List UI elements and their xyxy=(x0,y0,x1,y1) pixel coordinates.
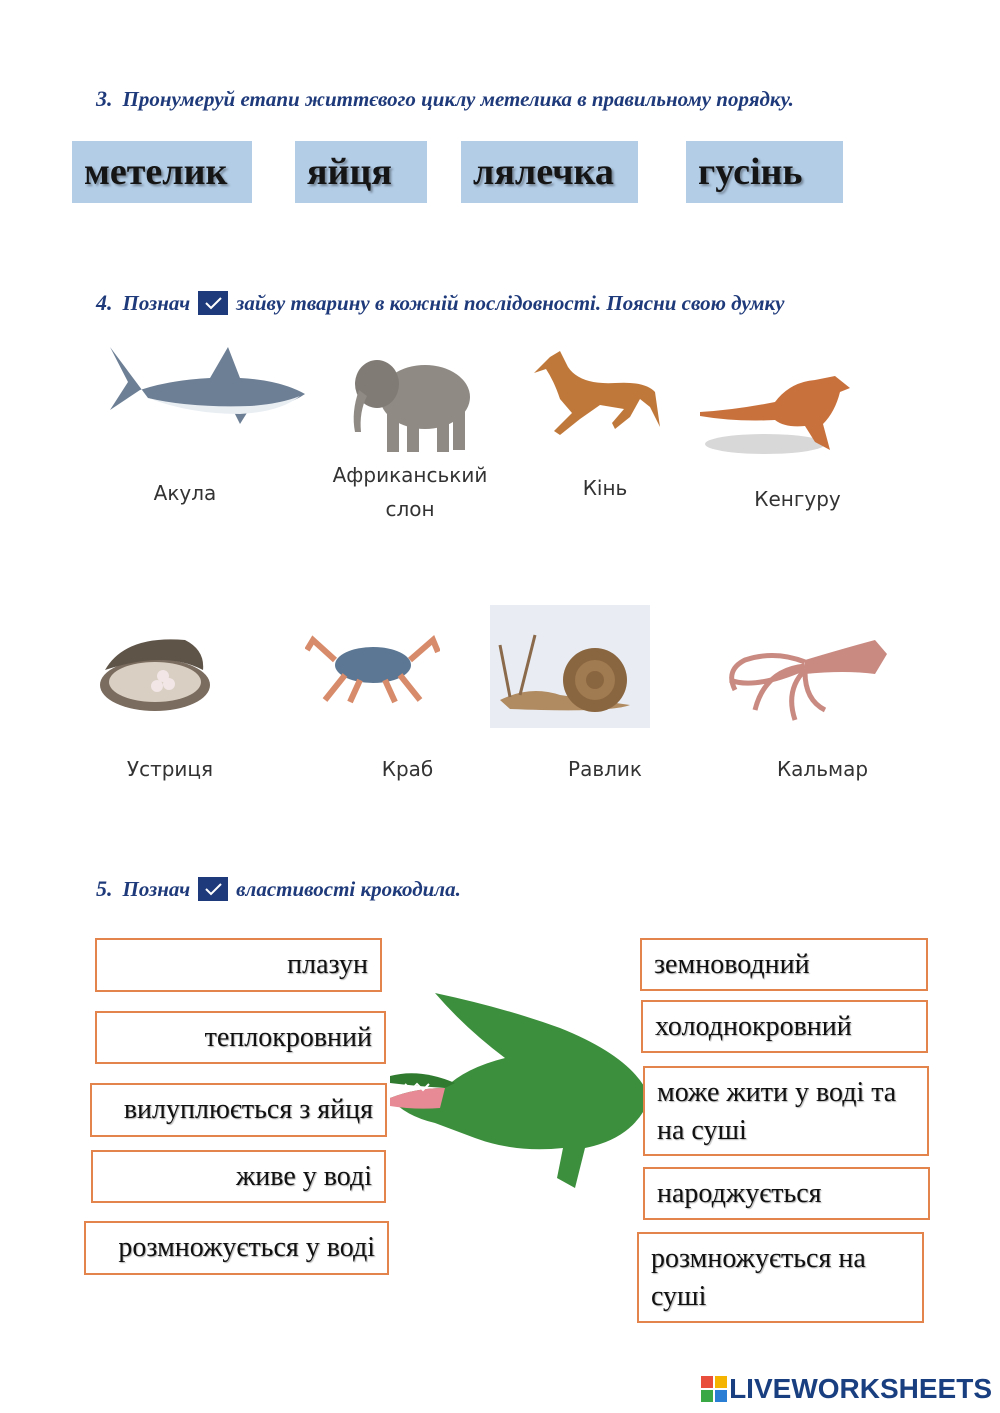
elephant-image[interactable] xyxy=(345,352,480,457)
animal-label-oyster: Устриця xyxy=(126,757,214,781)
animal-label-elephant xyxy=(330,458,490,526)
animal-label-shark: Акула xyxy=(153,481,217,505)
animal-label-squid: Кальмар xyxy=(776,757,869,781)
horse-image[interactable] xyxy=(520,347,665,442)
liveworksheets-logo-icon xyxy=(701,1376,727,1402)
animal-label-kangaroo: Кенгуру xyxy=(754,487,841,511)
word-card-caterpillar[interactable]: гусінь xyxy=(686,141,843,203)
question-3-number: 3. xyxy=(96,86,113,111)
crab-image[interactable] xyxy=(305,630,440,705)
property-land-and-water[interactable] xyxy=(643,1066,929,1156)
question-4-number: 4. xyxy=(96,290,113,315)
animal-label-crab: Краб xyxy=(381,757,434,781)
animal-label-snail: Равлик xyxy=(568,757,642,781)
animal-label-horse: Кінь xyxy=(582,476,628,500)
kangaroo-image[interactable] xyxy=(695,372,855,462)
snail-image[interactable] xyxy=(490,605,650,728)
animal-label-elephant-line2: слон xyxy=(385,497,435,521)
property-reproduces-on-land-line1: розмножується на xyxy=(651,1243,866,1274)
property-born-live[interactable]: народжується xyxy=(643,1167,930,1220)
oyster-image[interactable] xyxy=(95,630,215,715)
property-warm-blooded[interactable]: теплокровний xyxy=(95,1011,386,1064)
word-card-pupa[interactable]: лялечка xyxy=(461,141,638,203)
question-3-title xyxy=(96,86,794,112)
question-5-number: 5. xyxy=(96,876,113,901)
property-reproduces-in-water[interactable]: розмножується у воді xyxy=(84,1221,389,1275)
question-3-text: Пронумеруй етапи життєвого циклу метелика в правильному порядку. xyxy=(122,87,794,111)
property-hatches-from-egg[interactable]: вилуплюється з яйця xyxy=(90,1083,387,1137)
checkmark-icon xyxy=(198,291,228,315)
squid-image[interactable] xyxy=(715,630,890,725)
property-reproduces-on-land[interactable] xyxy=(637,1232,924,1323)
liveworksheets-logo-text: LIVEWORKSHEETS xyxy=(729,1373,992,1404)
crocodile-image[interactable] xyxy=(385,988,660,1203)
liveworksheets-logo xyxy=(701,1373,992,1405)
property-reptile[interactable]: плазун xyxy=(95,938,382,992)
property-lives-in-water[interactable]: живе у воді xyxy=(91,1150,386,1203)
word-card-eggs[interactable]: яйця xyxy=(295,141,427,203)
animal-label-elephant-line1: Африканський xyxy=(332,463,488,487)
question-4-title xyxy=(96,290,784,317)
question-4-text-after: зайву тварину в кожній послідовності. Поясни свою думку xyxy=(236,291,785,315)
question-5-title xyxy=(96,876,461,903)
property-reproduces-on-land-line2: суші xyxy=(651,1281,707,1312)
property-land-and-water-line1: може жити у воді та xyxy=(657,1077,897,1108)
property-cold-blooded[interactable]: холоднокровний xyxy=(641,1000,928,1053)
word-card-butterfly[interactable]: метелик xyxy=(72,141,252,203)
checkmark-icon xyxy=(198,877,228,901)
question-5-text-before: Познач xyxy=(122,877,191,901)
shark-image[interactable] xyxy=(100,342,310,432)
question-4-text-before: Познач xyxy=(122,291,191,315)
property-amphibian[interactable]: земноводний xyxy=(640,938,928,991)
question-5-text-after: властивості крокодила. xyxy=(236,877,461,901)
property-land-and-water-line2: на суші xyxy=(657,1115,747,1146)
